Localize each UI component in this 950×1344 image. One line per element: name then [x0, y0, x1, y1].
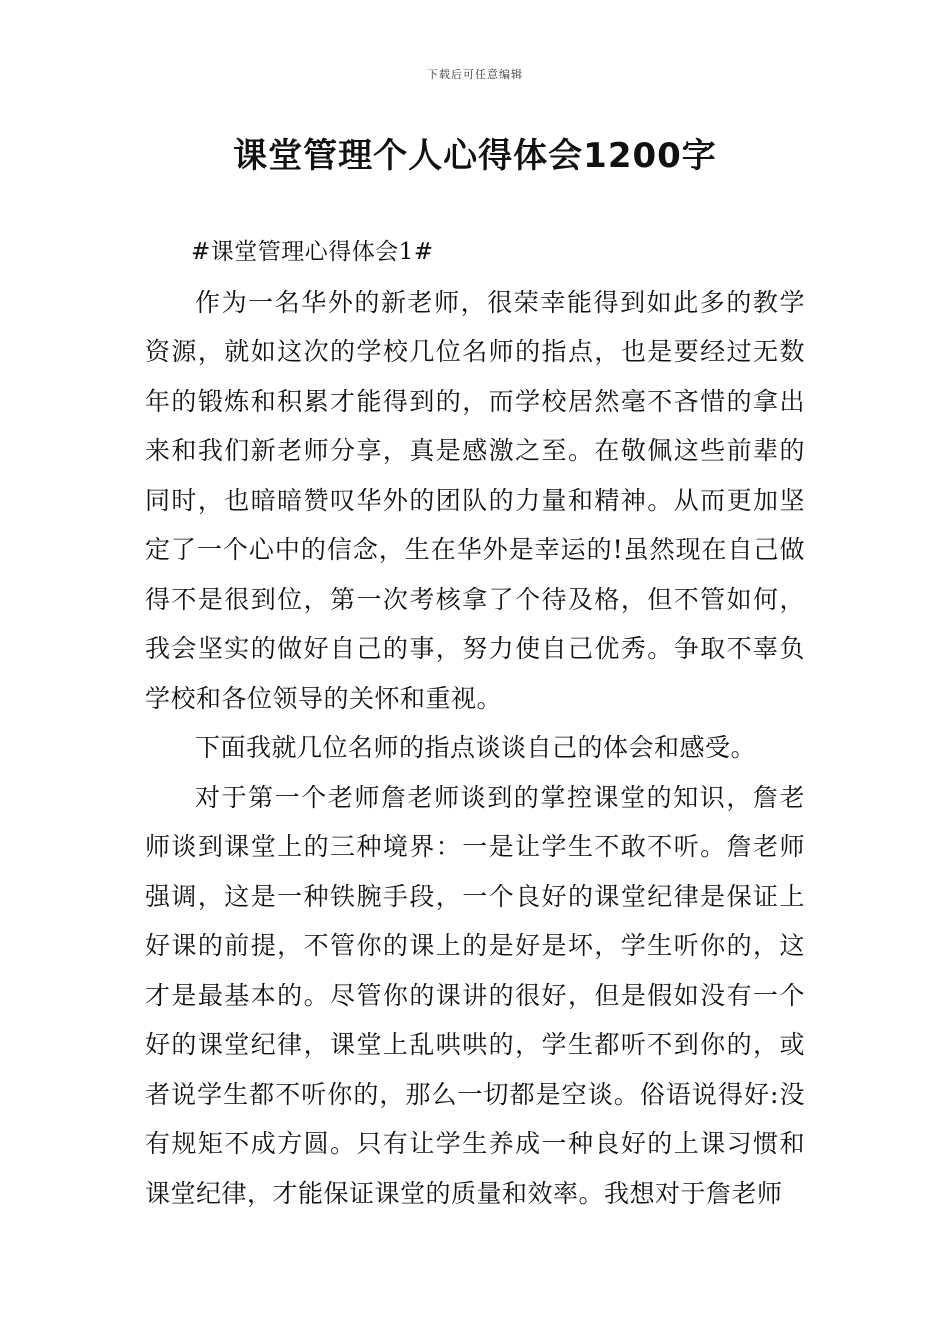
document-title: 课堂管理个人心得体会1200字 — [233, 136, 717, 176]
section-heading: #课堂管理心得体会1# — [191, 239, 434, 265]
header-note: 下载后可任意编辑 — [427, 68, 523, 81]
paragraph-3: 对于第一个老师詹老师谈到的掌控课堂的知识，詹老师谈到课堂上的三种境界：一是让学生不敢不听。詹老师强调，这是一种铁腕手段，一个良好的课堂纪律是保证上好课的前提，不管你的课上的是好是坏，学生听你的，这才是最基本的。尽管你的课讲的很好，但是假如没有一个好的课堂纪律，课堂上乱哄哄的，学生都听不到你的，或者说学生都不听你的，那么一切都是空谈。俗语说得好:没有规矩不成方圆。只有让学生养成一种良好的上课习惯和课堂纪律，才能保证课堂的质量和效率。我想对于詹老师 — [145, 782, 805, 1208]
paragraph-1: 作为一名华外的新老师，很荣幸能得到如此多的教学资源，就如这次的学校几位名师的指点，也是要经过无数年的锻炼和积累才能得到的，而学校居然毫不吝惜的拿出来和我们新老师分享，真是感激之至。在敬佩这些前辈的同时，也暗暗赞叹华外的团队的力量和精神。从而更加坚定了一个心中的信念，生在华外是幸运的!虽然现在自己做得不是很到位，第一次考核拿了个待及格，但不管如何，我会坚实的做好自己的事，努力使自己优秀。争取不辜负学校和各位领导的关怀和重视。 — [145, 287, 805, 713]
paragraph-2: 下面我就几位名师的指点谈谈自己的体会和感受。 — [195, 733, 757, 762]
document-body — [145, 228, 805, 1218]
